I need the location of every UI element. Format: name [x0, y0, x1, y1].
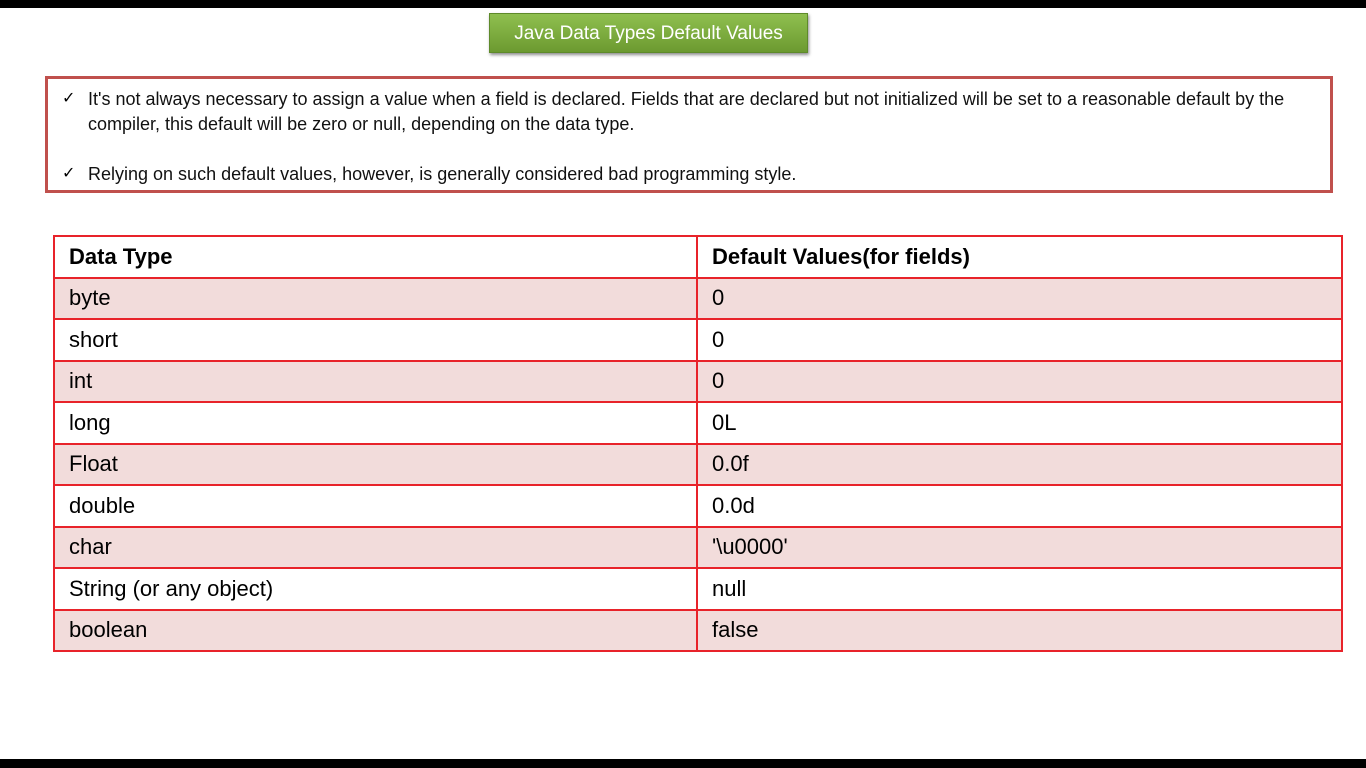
table-header-row [54, 236, 1342, 278]
table-row [54, 319, 1342, 361]
default-value-cell: 0.0f [697, 444, 1342, 486]
check-icon: ✓ [62, 88, 76, 107]
table-row [54, 485, 1342, 527]
note-item [62, 162, 1310, 187]
default-values-table [53, 235, 1343, 652]
note-item [62, 87, 1310, 137]
default-value-cell: 0 [697, 278, 1342, 320]
table-row [54, 527, 1342, 569]
data-type-cell: int [54, 361, 697, 403]
column-header-default-values: Default Values(for fields) [697, 236, 1342, 278]
slide-title: Java Data Types Default Values [489, 13, 808, 53]
default-value-cell: 0L [697, 402, 1342, 444]
column-header-data-type: Data Type [54, 236, 697, 278]
default-value-cell: 0.0d [697, 485, 1342, 527]
table-row [54, 610, 1342, 652]
table-row [54, 361, 1342, 403]
data-type-cell: boolean [54, 610, 697, 652]
note-text: Relying on such default values, however, is generally considered bad programming style. [88, 164, 797, 184]
notes-box [45, 76, 1333, 193]
data-type-cell: short [54, 319, 697, 361]
default-value-cell: '\u0000' [697, 527, 1342, 569]
data-type-cell: byte [54, 278, 697, 320]
table-row [54, 444, 1342, 486]
slide [0, 8, 1366, 759]
table-row [54, 278, 1342, 320]
data-type-cell: String (or any object) [54, 568, 697, 610]
data-type-cell: double [54, 485, 697, 527]
data-type-cell: char [54, 527, 697, 569]
table-row [54, 568, 1342, 610]
data-type-cell: Float [54, 444, 697, 486]
default-value-cell: null [697, 568, 1342, 610]
data-type-cell: long [54, 402, 697, 444]
default-value-cell: 0 [697, 319, 1342, 361]
default-value-cell: 0 [697, 361, 1342, 403]
note-text: It's not always necessary to assign a value when a field is declared. Fields that are declared but not initialized will be set to a reasonable default by the compiler, this default will be zero or null, depending on the data type. [88, 89, 1285, 134]
default-value-cell: false [697, 610, 1342, 652]
check-icon: ✓ [62, 163, 76, 182]
table-row [54, 402, 1342, 444]
